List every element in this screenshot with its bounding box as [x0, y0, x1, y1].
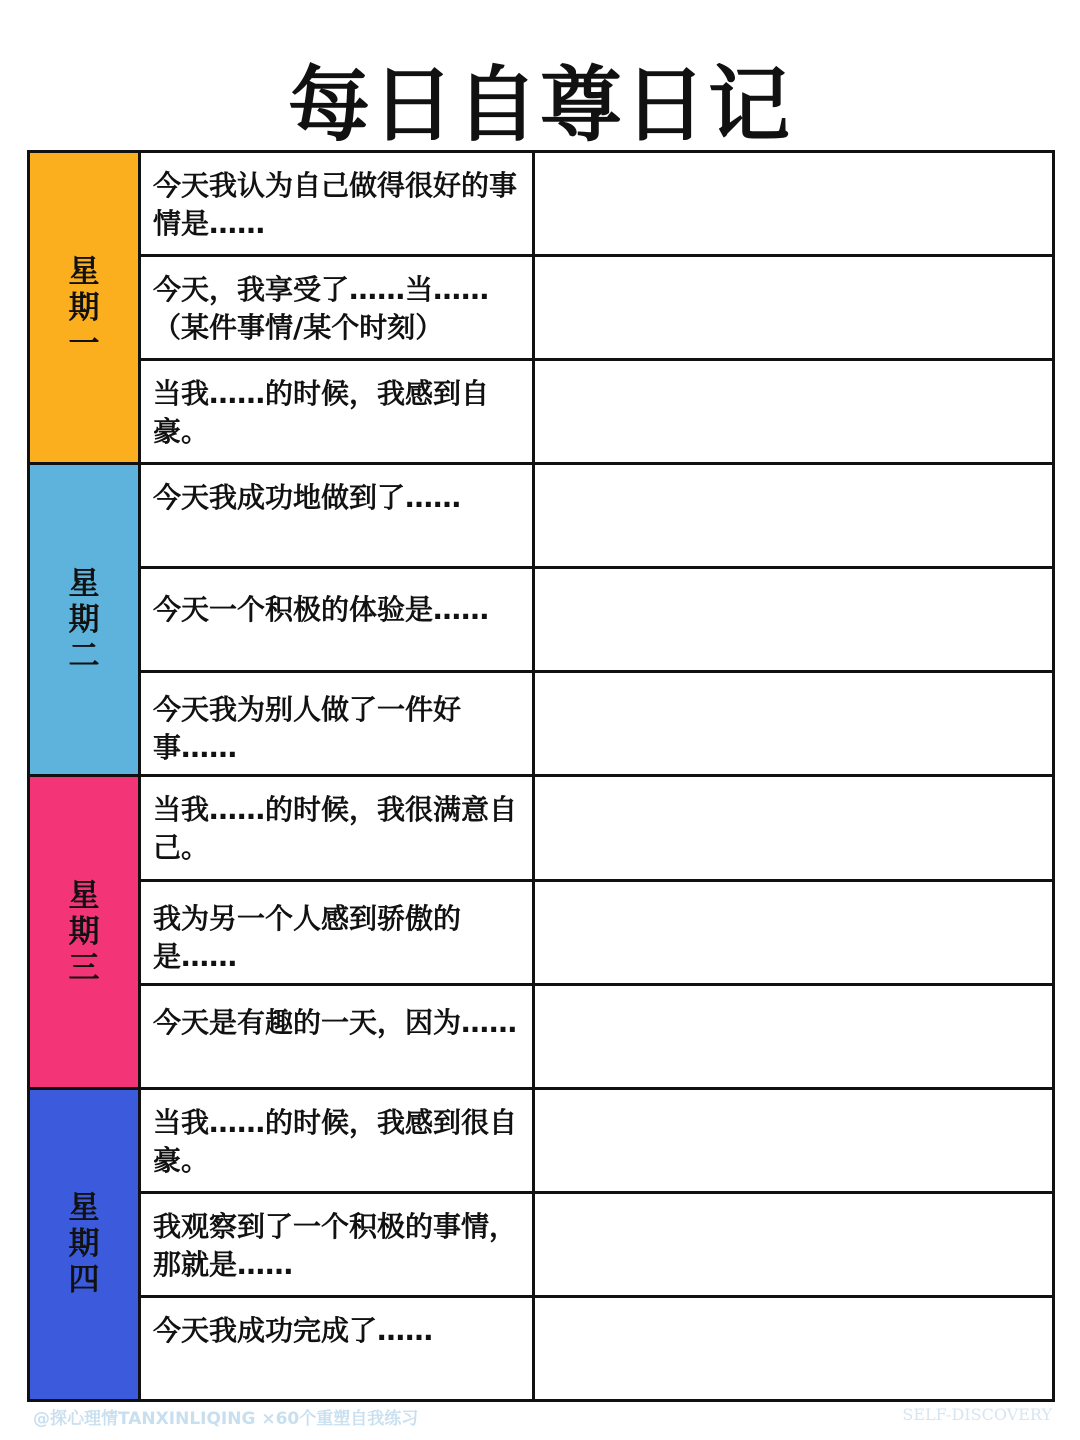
- day-cell-monday: [29, 152, 140, 464]
- prompt-text: 我观察到了一个积极的事情，那就是……: [153, 1209, 518, 1281]
- answer-cell[interactable]: [534, 1296, 1054, 1400]
- day-cell-wednesday: [29, 776, 140, 1088]
- table-row: [29, 464, 1054, 568]
- prompt-cell: [140, 464, 534, 568]
- answer-cell[interactable]: [534, 1192, 1054, 1296]
- prompt-text: 今天是有趣的一天，因为……: [153, 1005, 518, 1039]
- table-row: [29, 880, 1054, 984]
- prompt-text: 今天一个积极的体验是……: [153, 593, 490, 627]
- prompt-text: 今天，我享受了……当……（某件事情/某个时刻）: [153, 273, 490, 345]
- prompt-cell: [140, 152, 534, 256]
- footer-watermark-right: SELF-DISCOVERY: [902, 1405, 1052, 1424]
- prompt-cell: [140, 1296, 534, 1400]
- answer-cell[interactable]: [534, 152, 1054, 256]
- prompt-cell: [140, 1192, 534, 1296]
- table-row: [29, 568, 1054, 672]
- journal-table: [27, 150, 1055, 1402]
- answer-cell[interactable]: [534, 256, 1054, 360]
- prompt-text: 今天我认为自己做得很好的事情是……: [153, 169, 518, 240]
- prompt-text: 今天我为别人做了一件好事……: [153, 693, 462, 765]
- answer-cell[interactable]: [534, 672, 1054, 776]
- prompt-cell: [140, 776, 534, 880]
- prompt-text: 今天我成功地做到了……: [153, 481, 462, 515]
- day-label: 星期二: [68, 565, 100, 674]
- prompt-cell: [140, 880, 534, 984]
- table-row: [29, 1192, 1054, 1296]
- day-cell-tuesday: [29, 464, 140, 776]
- prompt-text: 当我……的时候，我感到很自豪。: [153, 1105, 518, 1177]
- prompt-cell: [140, 360, 534, 464]
- answer-cell[interactable]: [534, 360, 1054, 464]
- table-row: [29, 776, 1054, 880]
- answer-cell[interactable]: [534, 776, 1054, 880]
- answer-cell[interactable]: [534, 464, 1054, 568]
- prompt-text: 当我……的时候，我感到自豪。: [153, 377, 490, 449]
- prompt-cell: [140, 256, 534, 360]
- day-label: 星期四: [68, 1190, 100, 1299]
- answer-cell[interactable]: [534, 1088, 1054, 1192]
- day-label: 星期三: [68, 878, 100, 987]
- prompt-text: 我为另一个人感到骄傲的是……: [153, 901, 462, 973]
- prompt-cell: [140, 672, 534, 776]
- prompt-text: 今天我成功完成了……: [153, 1313, 434, 1347]
- page-title: 每日自尊日记: [287, 58, 792, 153]
- table-row: [29, 256, 1054, 360]
- answer-cell[interactable]: [534, 568, 1054, 672]
- table-row: [29, 360, 1054, 464]
- answer-cell[interactable]: [534, 880, 1054, 984]
- footer-watermark-left: @探心理情TANXINLIQING ×60个重塑自我练习: [33, 1409, 419, 1429]
- table-row: [29, 152, 1054, 256]
- prompt-text: 当我……的时候，我很满意自己。: [153, 793, 518, 865]
- day-label: 星期一: [68, 253, 100, 362]
- prompt-cell: [140, 568, 534, 672]
- day-cell-thursday: [29, 1088, 140, 1400]
- table-row: [29, 1296, 1054, 1400]
- table-row: [29, 1088, 1054, 1192]
- table-row: [29, 672, 1054, 776]
- prompt-cell: [140, 984, 534, 1088]
- prompt-cell: [140, 1088, 534, 1192]
- table-row: [29, 984, 1054, 1088]
- answer-cell[interactable]: [534, 984, 1054, 1088]
